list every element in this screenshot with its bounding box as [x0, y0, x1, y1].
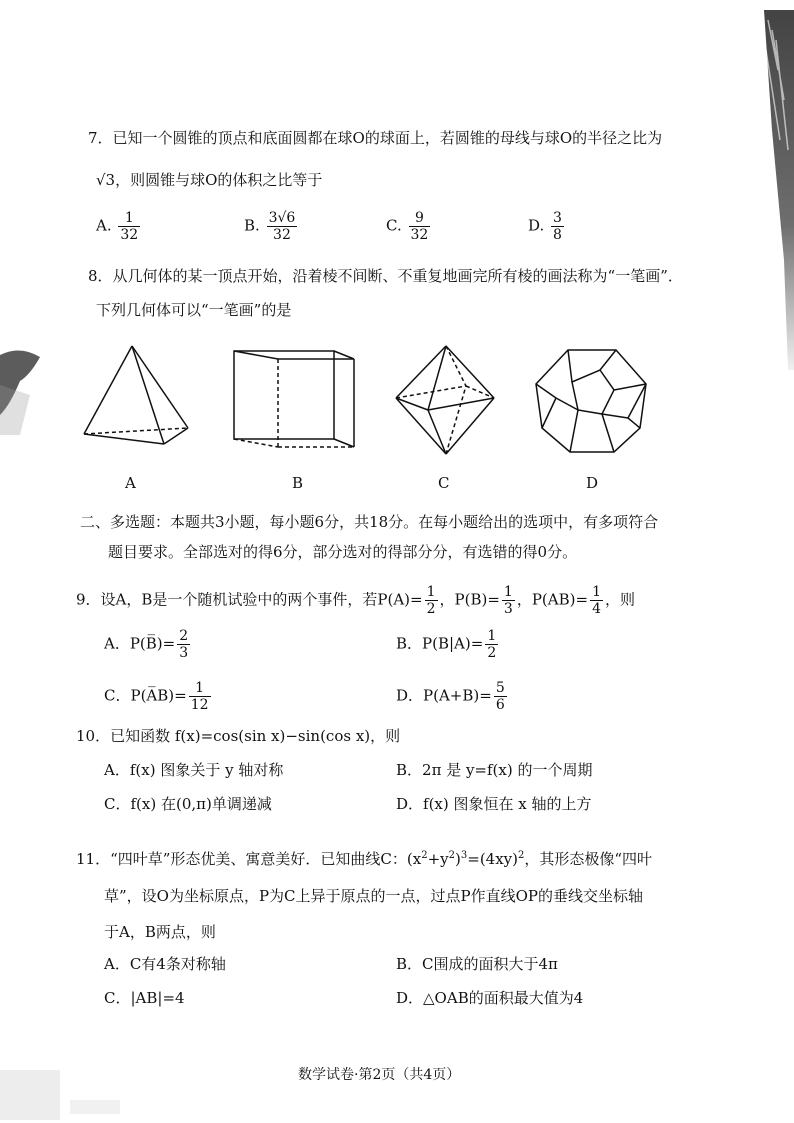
section2-heading-line2: 题目要求。全部选对的得6分，部分选对的得部分分，有选错的得0分。	[108, 543, 578, 561]
fraction: $\frac{1}{2}$	[487, 628, 497, 661]
q7-sqrt: √3	[96, 171, 116, 189]
q7-stem-line2	[96, 170, 322, 190]
q9-option-d: D．P(A+B)= $\frac{5}{6}$	[396, 680, 505, 713]
q9-option-c: C．P(A̅B)= $\frac{1}{12}$	[104, 680, 209, 713]
q9-option-b: B．P(B|A)= $\frac{1}{2}$	[396, 628, 497, 661]
octahedron-figure	[390, 340, 502, 460]
fraction: $\frac{1}{4}$	[592, 584, 601, 617]
q11-option-d: D．△OAB的面积最大值为4	[396, 989, 584, 1007]
figure-label-b: B	[292, 474, 304, 492]
fraction: $\frac{1}{32}$	[120, 210, 139, 243]
scan-noise	[0, 1010, 130, 1120]
option-label: B.	[244, 216, 260, 235]
dodecahedron-figure	[530, 342, 654, 460]
fraction: $\frac{1}{2}$	[426, 584, 436, 617]
q7-stem-rest: ，则圆锥与球O的体积之比等于	[115, 171, 323, 189]
q11-stem-line3: 于A，B两点，则	[104, 923, 216, 941]
q7-option-b	[244, 210, 299, 243]
q10-stem: 10．已知函数 f(x)=cos(sin x)−sin(cos x)，则	[76, 727, 401, 745]
tetrahedron-figure	[76, 340, 206, 455]
scan-smudge	[0, 345, 46, 435]
q7-option-d	[528, 210, 566, 243]
q7-option-c	[386, 210, 432, 243]
q10-option-c: C．f(x) 在(0,π)单调递减	[104, 795, 272, 813]
q10-option-b: B．2π 是 y=f(x) 的一个周期	[396, 761, 593, 779]
fraction: $\frac{3√6}{32}$	[268, 210, 296, 243]
fraction: $\frac{1}{12}$	[190, 680, 209, 713]
fraction: $\frac{9}{32}$	[410, 210, 429, 243]
cube-figure	[228, 345, 362, 457]
q7-stem-line1: 7．已知一个圆锥的顶点和底面圆都在球O的球面上，若圆锥的母线与球O的半径之比为	[88, 129, 663, 147]
q10-option-d: D．f(x) 图象恒在 x 轴的上方	[396, 795, 592, 813]
figure-label-d: D	[586, 474, 599, 492]
section2-heading-line1: 二、多选题：本题共3小题，每小题6分，共18分。在每小题给出的选项中，有多项符合	[80, 513, 659, 531]
q11-stem-line1: 11．“四叶草”形态优美、寓意美好．已知曲线C：$(x^2+y^2)^3=(4xy)^2$，其形态极像“四叶	[76, 850, 653, 868]
q7-option-a	[96, 210, 142, 243]
figure-label-c: C	[438, 474, 450, 492]
fraction: $\frac{1}{3}$	[503, 584, 513, 617]
q9-stem: 9．设A，B是一个随机试验中的两个事件，若P(A)= $\frac{1}{2}$ ，P(B)= $\frac{1}{3}$ ，P(AB)= $\frac{1}{4}$ ，则	[76, 584, 636, 617]
q8-stem-line1: 8．从几何体的某一顶点开始，沿着棱不间断、不重复地画完所有棱的画法称为“一笔画”．	[88, 267, 683, 285]
page-footer: 数学试卷·第2页（共4页）	[298, 1067, 461, 1083]
q10-option-a: A．f(x) 图象关于 y 轴对称	[104, 761, 284, 779]
q11-stem-line2: 草”，设O为坐标原点，P为C上异于原点的一点，过点P作直线OP的垂线交坐标轴	[104, 887, 644, 905]
q9-option-a: A．P(B̅)= $\frac{2}{3}$	[104, 628, 189, 661]
option-label: C.	[386, 216, 402, 235]
q11-option-b: B．C围成的面积大于4π	[396, 955, 558, 973]
fraction: $\frac{3}{8}$	[553, 210, 562, 243]
fraction: $\frac{5}{6}$	[495, 680, 505, 713]
q11-option-a: A．C有4条对称轴	[104, 955, 226, 973]
q8-stem-line2: 下列几何体可以“一笔画”的是	[96, 301, 292, 319]
figure-label-a: A	[125, 474, 136, 492]
option-label: A.	[96, 216, 112, 235]
fraction: $\frac{2}{3}$	[179, 628, 189, 661]
q11-option-c: C．|AB|=4	[104, 989, 185, 1007]
option-label: D.	[528, 216, 545, 235]
scan-edge-artifact	[758, 10, 794, 370]
